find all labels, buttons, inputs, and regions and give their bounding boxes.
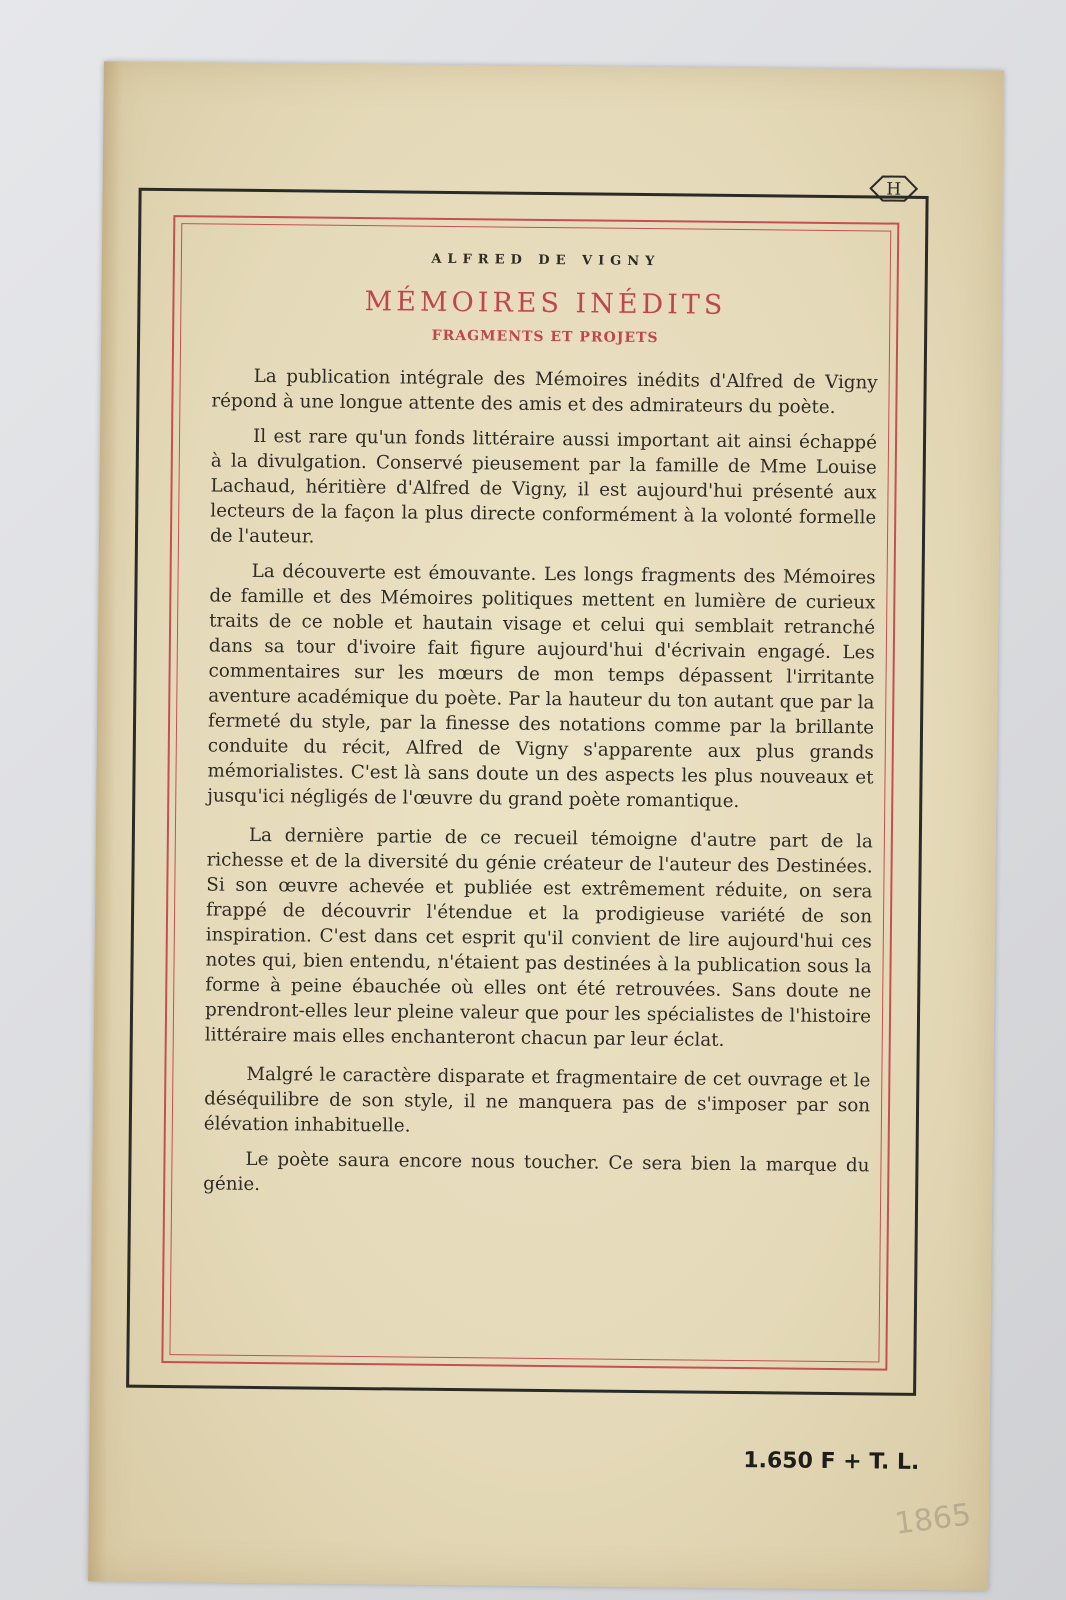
pencil-annotation: 1865 [892, 1497, 973, 1542]
blurb-paragraph: Malgré le caractère disparate et fragmentaire de cet ouvrage et le déséquilibre de son style, il ne manquera pas de s'imposer par son élévation inhabituelle. [203, 1063, 871, 1137]
cover-text [203, 249, 879, 1213]
book-subtitle: FRAGMENTS ET PROJETS [431, 327, 659, 347]
blurb-paragraph: La découverte est émouvante. Les longs fragments des Mémoires de famille et des Mémoires politiques mettent en lumière de curieux traits de ce noble et hautain visage et celui qui semblait retranché dans sa tour d'ivoire fait figure aujourd'hui d'écrivain engagé. Les commentaires sur les mœurs de mon temps dépassent l'irritante aventure académique du poète. Par la hauteur du ton autant que par la fermeté du style, par la finesse des notations comme par la brillante conduite du récit, Alfred de Vigny s'apparente aux plus grands mémorialistes. C'est là sans doute un des aspects les plus nouveaux et jusqu'ici négligés de l'œuvre du grand poète romantique. [207, 560, 876, 813]
blurb-paragraph: La publication intégrale des Mémoires inédits d'Alfred de Vigny répond à une longue attente des amis et des admirateurs du poète. [211, 365, 878, 419]
book-back-cover [88, 61, 1004, 1590]
price-label: 1.650 F + T. L. [743, 1448, 920, 1475]
blurb [203, 363, 878, 1203]
blurb-paragraph: Il est rare qu'un fonds littéraire aussi important ait ainsi échappé à la divulgation. Conservé pieusement par la famille de Mme Louise Lachaud, héritière d'Alfred de Vigny, il est aujourd'hui présenté aux lecteurs de la façon la plus directe conformément à la volonté formelle de l'auteur. [209, 425, 878, 548]
book-title: MÉMOIRES INÉDITS [364, 286, 727, 321]
author-name: ALFRED DE VIGNY [431, 251, 661, 270]
svg-text:H: H [886, 179, 902, 200]
blurb-paragraph: La dernière partie de ce recueil témoigne d'autre part de la richesse et de la diversité du génie créateur de l'auteur des Destinées. Si son œuvre achevée et publiée est extrêmement réduite, on sera frappé de découvrir l'étendue et la prodigieuse variété de son inspiration. C'est dans cet esprit qu'il convient de lire aujourd'hui ces notes qui, bien entendu, n'étaient pas destinées à la publication sous la forme à peine ébauchée où elles ont été retrouvées. Sans doute ne prendront-elles leur pleine valeur que pour les spécialistes de l'histoire littéraire mais elles enchanteront chacun par leur éclat. [204, 824, 873, 1051]
outer-frame [126, 188, 929, 1396]
blurb-paragraph: Le poète saura encore nous toucher. Ce sera bien la marque du génie. [203, 1148, 870, 1196]
